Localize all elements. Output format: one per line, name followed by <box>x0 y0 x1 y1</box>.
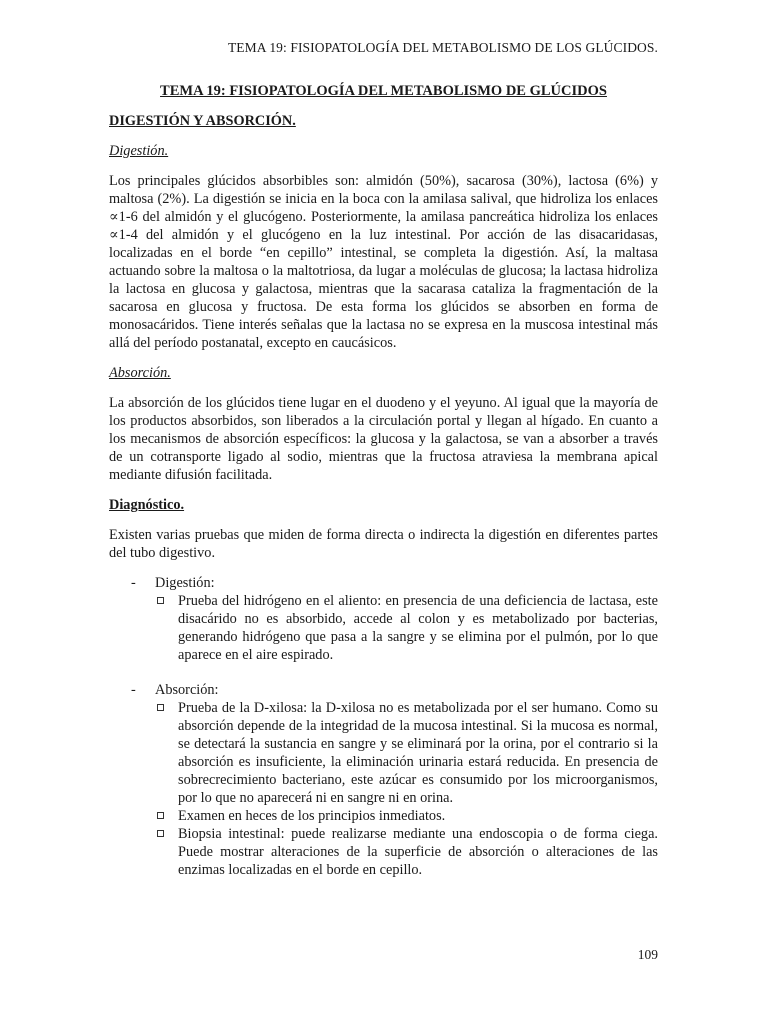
section-heading-diagnosis: Diagnóstico. <box>109 497 185 513</box>
sub-list-item <box>155 807 658 825</box>
page-number: 109 <box>637 947 658 962</box>
page-content <box>109 82 658 879</box>
sub-list-item <box>155 592 658 664</box>
subheading-digestion: Digestión. <box>109 143 169 159</box>
paragraph-diagnosis-intro: Existen varias pruebas que miden de forma directa o indirecta la digestión en diferentes partes del tubo digestivo. <box>109 527 658 561</box>
list-group-digestion <box>109 574 658 664</box>
sub-list-text: Examen en heces de los principios inmediatos. <box>178 808 446 824</box>
sub-list-item <box>155 825 658 879</box>
square-bullet-icon <box>157 597 164 604</box>
sub-list-item <box>155 699 658 807</box>
paragraph-absorption: La absorción de los glúcidos tiene lugar en el duodeno y el yeyuno. Al igual que la mayoría de los productos absorbidos, son liberados a la circulación portal y llegan al hígado. En cuanto a los mecanismos de absorción específicos: la glucosa y la galactosa, se van a absorber a través de un cotransporte ligado al sodio, mientras que la fructosa atraviesa la membrana apical mediante difusión facilitada. <box>109 395 658 483</box>
running-header: TEMA 19: FISIOPATOLOGÍA DEL METABOLISMO DE LOS GLÚCIDOS. <box>227 40 658 55</box>
list-group-absorption <box>109 681 658 879</box>
sub-list-text: Prueba del hidrógeno en el aliento: en presencia de una deficiencia de lactasa, este disacárido no es absorbido, accede al colon y es metabolizado por bacterias, generando hidrógeno que pasa a la sangre y se elimina por el pulmón, por lo que aparece en el aire espirado. <box>178 593 658 663</box>
sub-list-text: Prueba de la D-xilosa: la D-xilosa no es metabolizada por el ser humano. Como su absorción depende de la integridad de la mucosa intestinal. Si la mucosa es normal, se detectará la sustancia en sangre y se eliminará por la orina, por el contrario si la absorción es insuficiente, la eliminación urinaria estará reducida. En presencia de sobrecrecimiento bacteriano, este azúcar es consumido por los microorganismos, por lo que no aparecerá ni en sangre ni en orina. <box>178 700 658 806</box>
list-item-digestion <box>109 574 658 592</box>
dash-bullet: - <box>131 575 136 591</box>
square-bullet-icon <box>157 704 164 711</box>
sub-list <box>155 699 658 879</box>
square-bullet-icon <box>157 830 164 837</box>
document-title: TEMA 19: FISIOPATOLOGÍA DEL METABOLISMO DE GLÚCIDOS <box>160 83 607 99</box>
section-heading-digestion-absorption: DIGESTIÓN Y ABSORCIÓN. <box>109 113 296 129</box>
sub-list <box>155 592 658 664</box>
paragraph-digestion: Los principales glúcidos absorbibles son: almidón (50%), sacarosa (30%), lactosa (6%) y maltosa (2%). La digestión se inicia en la boca con la amilasa salival, que hidroliza los enlaces ∝1-6 del almidón y el glucógeno. Posteriormente, la amilasa pancreática hidroliza los enlaces ∝1-4 del almidón y el glucógeno en la luz intestinal. Por acción de las disacaridasas, localizadas en el borde “en cepillo” intestinal, se completa la digestión. Así, la maltasa actuando sobre la maltosa o la maltotriosa, da lugar a moléculas de glucosa; la lactasa hidroliza la lactosa en glucosa y galactosa, mientras que la sacarasa cataliza la fragmentación de la sacarosa en glucosa y fructosa. De esta forma los glúcidos se absorben en forma de monosacáridos. Tiene interés señalas que la lactasa no se expresa en la muscosa intestinal más allá del período postanatal, excepto en caucásicos. <box>109 173 658 351</box>
sub-list-text: Biopsia intestinal: puede realizarse mediante una endoscopia o de forma ciega. Puede mostrar alteraciones de la superficie de absorción o alteraciones de las enzimas localizadas en el borde en cepillo. <box>178 826 658 878</box>
subheading-absorption: Absorción. <box>109 365 171 381</box>
list-item-absorption <box>109 681 658 699</box>
list-label: Absorción: <box>155 682 219 698</box>
square-bullet-icon <box>157 812 164 819</box>
dash-bullet: - <box>131 682 136 698</box>
spacer <box>109 664 658 681</box>
list-label: Digestión: <box>155 575 215 591</box>
